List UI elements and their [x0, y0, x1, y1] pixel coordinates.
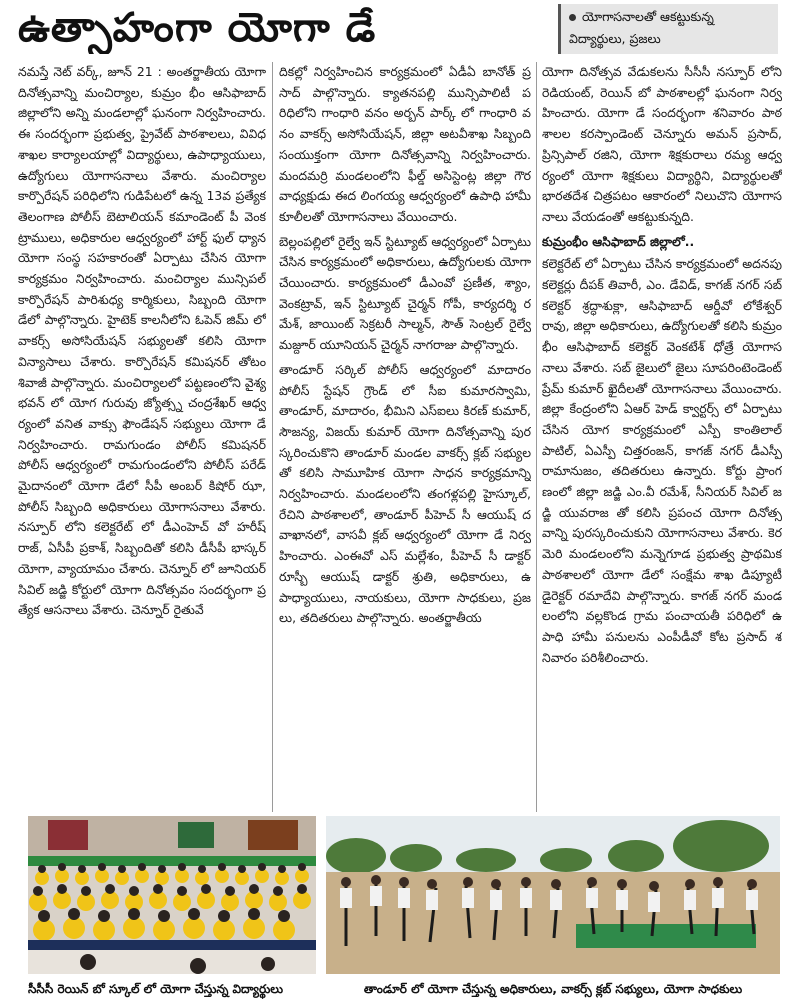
- kicker-box: [558, 4, 778, 54]
- photo-outdoor-yoga: [326, 816, 780, 974]
- article-paragraph: కలెక్టరేట్ లో ఏర్పాటు చేసిన కార్యక్రమంలో అదనపు కలెక్టర్లు దీపక్ తివారీ, ఎం. డేవిడ్, కాగజ్ నగర్ సబ్ కలెక్టర్ శ్రద్ధాశుక్లా, ఆసిఫాబాద్ ఆర్డీవో లోకేశ్వర్ రావు, జిల్లా అధికారులు, ఉద్యోగులతో కలిసి కుమ్రం భీం ఆసిఫాబాద్ కలెక్టర్ వెంకటేశ్ ధోత్రే యోగాసనాలు వేశారు. సబ్ జైలులో జైలు సూపరింటెండెంట్ ప్రేమ్ కుమార్ ఖైదీలతో యోగాసనాలు వేయించారు. జిల్లా కేంద్రంలోని ఏఆర్ హెడ్ క్వార్టర్స్ లో ఏర్పాటు చేసిన యోగ కార్యక్రమంలో ఎస్పీ కాంతిలాల్ పాటిల్, ఏఎస్పీ చిత్తరంజన్, కాగజ్ నగర్ డీఎస్పీ రామానుజం, తదితరులు ఉన్నారు. కోర్టు ప్రాంగణంలో జిల్లా జడ్జి ఎం.వీ రమేశ్, సీనియర్ సివిల్ జడ్జి యువరాజ తో కలిసి ప్రపంచ యోగా దినోత్సవాన్ని పురస్కరించుకుని యోగాసనాలు వేశారు. కెరమెరి మండలంలోని మన్నెగూడ ప్రభుత్వ ప్రాథమిక పాఠశాలలో యోగా డేలో సంక్షేమ శాఖ డిప్యూటీ డైరెక్టర్ రమాదేవి పాల్గొన్నారు. కాగజ్ నగర్ మండలంలోని వల్లకొండ గ్రామ పంచాయతీ పరిధిలో ఉపాధి హామీ పనులను ఎంపీడీవో కోట ప్రసాద్ శనివారం పరిశీలించారు.: [542, 256, 782, 665]
- kicker-line-2: విద్యార్థులు, ప్రజలు: [569, 31, 661, 46]
- students-yoga-illustration: [28, 816, 316, 974]
- article-column-1: [18, 62, 266, 812]
- article-paragraph: తాండూర్ సర్కిల్ పోలీస్ ఆధ్వర్యంలో మాదారం పోలీస్ స్టేషన్ గ్రౌండ్ లో సీఐ కుమారస్వామి, తాండూర్, మాదారం, భీమిని ఎస్ఐలు కిరణ్ కుమార్, సౌజన్య, విజయ్ కుమార్ యోగా దినోత్సవాన్ని పురస్కరించుకొని తాండూర్ మండల వాకర్స్ క్లబ్ సభ్యులతో కలిసి సామూహిక యోగా సాధన కార్యక్రమాన్ని నిర్వహించారు. మండలంలోని తంగళ్లపల్లి హైస్కూల్, రేచిని పాఠశాలలో, తాండూర్ పీహెచ్ సీ ఆయుష్ దవాఖానలో, వాసవీ క్లబ్ ఆధ్వర్యంలో యోగా డే నిర్వహించారు. ఎంఈవో ఎస్ మల్లేశం, పీహెచ్ సీ డాక్టర్ రూస్బీ ఆయుష్ డాక్టర్ శ్రుతి, అధికారులు, ఉపాధ్యాయులు, నాయకులు, యోగా సాధకులు, ప్రజలు, తదితరులు పాల్గొన్నారు. అంతర్జాతీయ: [279, 361, 531, 626]
- photo-caption-2: తాండూర్ లో యోగా చేస్తున్న అధికారులు, వాకర్స్ క్లబ్ సభ్యులు, యోగా సాధకులు: [363, 982, 743, 996]
- outdoor-yoga-illustration: [326, 816, 780, 974]
- column-divider: [536, 62, 537, 812]
- photo-students-yoga: [28, 816, 316, 974]
- article-paragraph: నమస్తే నెట్ వర్క్, జూన్ 21 : అంతర్జాతీయ యోగా దినోత్సవాన్ని మంచిర్యాల, కుమ్రం భీం ఆసిఫాబాద్ జిల్లాలోని అన్ని మండలాల్లో ఘనంగా నిర్వహించారు. ఈ సందర్భంగా ప్రభుత్వ, ప్రైవేట్ పాఠశాలలు, వివిధ శాఖల కార్యాలయాల్లో విద్యార్థులు, ఉపాధ్యాయులు, ఉద్యోగులు యోగాసనాలు వేశారు. మంచిర్యాల కార్పొరేషన్ పరిధిలోని గుడిపేటలో ఉన్న 13వ ప్రత్యేక తెలంగాణ పోలీస్ బెటాలియన్ కమాండెంట్ పీ వెంకట్రాములు, అధికారుల ఆధ్వర్యంలో హార్ట్ ఫుల్ ధ్యాన యోగా సంస్థ సహకారంతో ఏర్పాటు చేసిన యోగా కార్యక్రమం నిర్వహించారు. మంచిర్యాల మున్సిపల్ కార్పొరేషన్ పారిశుధ్య కార్మికులు, సిబ్బంది యోగా డేలో పాల్గొన్నారు. హైటెక్ కాలనీలోని ఓపెన్ జిమ్ లో వాకర్స్ అసోసియేషన్ సభ్యులతో కలిసి యోగా విన్యాసాలు చేశారు. కార్పొరేషన్ కమిషనర్ తోటం శివాజీ పాల్గొన్నారు. మంచిర్యాలలో పట్టణంలోని వైశ్య భవన్ లో యోగ గురువు జ్యోత్స్న చంద్రశేఖర్ ఆధ్వర్యంలో వనిత వాక్సు ఫౌండేషన్ సభ్యులు యోగా డే నిర్వహించారు. రామగుండం పోలీస్ కమిషనర్ పోలీస్ ఆధ్వర్యంలో రామగుండంలోని పోలీస్ పరేడ్ మైదానంలో యోగా డేలో సీపీ అంబర్ కిషోర్ ఝా, పోలీస్ సిబ్బంది అధికారులు యోగాసనాలు వేశారు. నస్పూర్ లోని కలెక్టరేట్ లో డీఎంహెచ్ వో హరీష్ రాజ్, ఏసీపీ ప్రకాశ్, సిబ్బందితో కలిసి డీసీపీ భాస్కర్ యోగా, వ్యాయామం చేశారు. చెన్నూర్ లో జూనియర్ సివిల్ జడ్జి కోర్టులో యోగా దినోత్సవం సందర్భంగా ప్రత్యేక ఆసనాలు వేశారు. చెన్నూర్ రైతువే: [18, 64, 266, 618]
- bullet-icon: [569, 14, 576, 21]
- subheading: కుమ్రంభీం ఆసిఫాబాద్ జిల్లాలో..: [542, 233, 695, 249]
- photo-caption-1: సీసీసీ రెయిన్ బో స్కూల్ లో యోగా చేస్తున్న విద్యార్థులు: [28, 982, 283, 996]
- article-column-2: [279, 62, 531, 812]
- column-divider: [272, 62, 273, 812]
- article-column-3: [542, 62, 782, 812]
- article-paragraph: దికల్లో నిర్వహించిన కార్యక్రమంలో ఏడీఏ బానోత్ ప్రసాద్ పాల్గొన్నారు. క్యాతనపల్లి మున్సిపాలిటీ పరిధిలోని గాంధారి వనం అర్బన్ పార్క్ లో గాంధారి వనం వాకర్స్ అసోసియేషన్, జిల్లా అటవీశాఖ సిబ్బంది సంయుక్తంగా యోగా దినోత్సవాన్ని నిర్వహించారు. మందమర్రి మండలంలోని ఫీల్డ్ అసిస్టెంట్ల జిల్లా గౌరవాధ్యక్షుడు ఈద లింగయ్య ఆధ్వర్యంలో ఉపాధి హామీ కూలీలతో యోగాసనాలు వేయించారు.: [279, 64, 531, 224]
- kicker-text-1: యోగాసనాలతో ఆకట్టుకున్న: [582, 9, 714, 24]
- kicker-line-1: [569, 6, 770, 28]
- article-paragraph: యోగా దినోత్సవ వేడుకలను సీసీసీ నస్పూర్ లోని రెడియంట్, రెయిన్ బో పాఠశాలల్లో ఘనంగా నిర్వహించారు. యోగా డే సందర్భంగా శనివారం పాఠశాలల కరస్పాండెంట్ చెన్నూరు అమన్ ప్రసాద్, ప్రిన్సిపాల్ రజిని, యోగా శిక్షకురాలు రమ్య ఆధ్వర్యంలో యోగా శిక్షకులు విద్యార్థిని, విద్యార్థులతో భారతదేశ చిత్రపటం ఆకారంలో నిలుచొని యోగాసనాలు వేయడంతో ఆకట్టుకున్నది.: [542, 64, 782, 224]
- article-paragraph: బెల్లంపల్లిలో రైల్వే ఇన్ స్టిట్యూట్ ఆధ్వర్యంలో ఏర్పాటు చేసిన కార్యక్రమంలో అధికారులు, ఉద్యోగులకు యోగా చేయించారు. కార్యక్రమంలో డీఎంవో ప్రణీత, శ్యాం, వెంకట్రావ్, ఇన్ స్టిట్యూట్ చైర్మన్ గోపీ, కార్యదర్శి రమేశ్, జాయింట్ సెక్రటరీ సాల్మన్, సౌత్ సెంట్రల్ రైల్వే మజ్దూర్ యూనియన్ చైర్మన్ నాగరాజు పాల్గొన్నారు.: [279, 233, 531, 353]
- headline: ఉత్సాహంగా యోగా డే: [18, 5, 377, 51]
